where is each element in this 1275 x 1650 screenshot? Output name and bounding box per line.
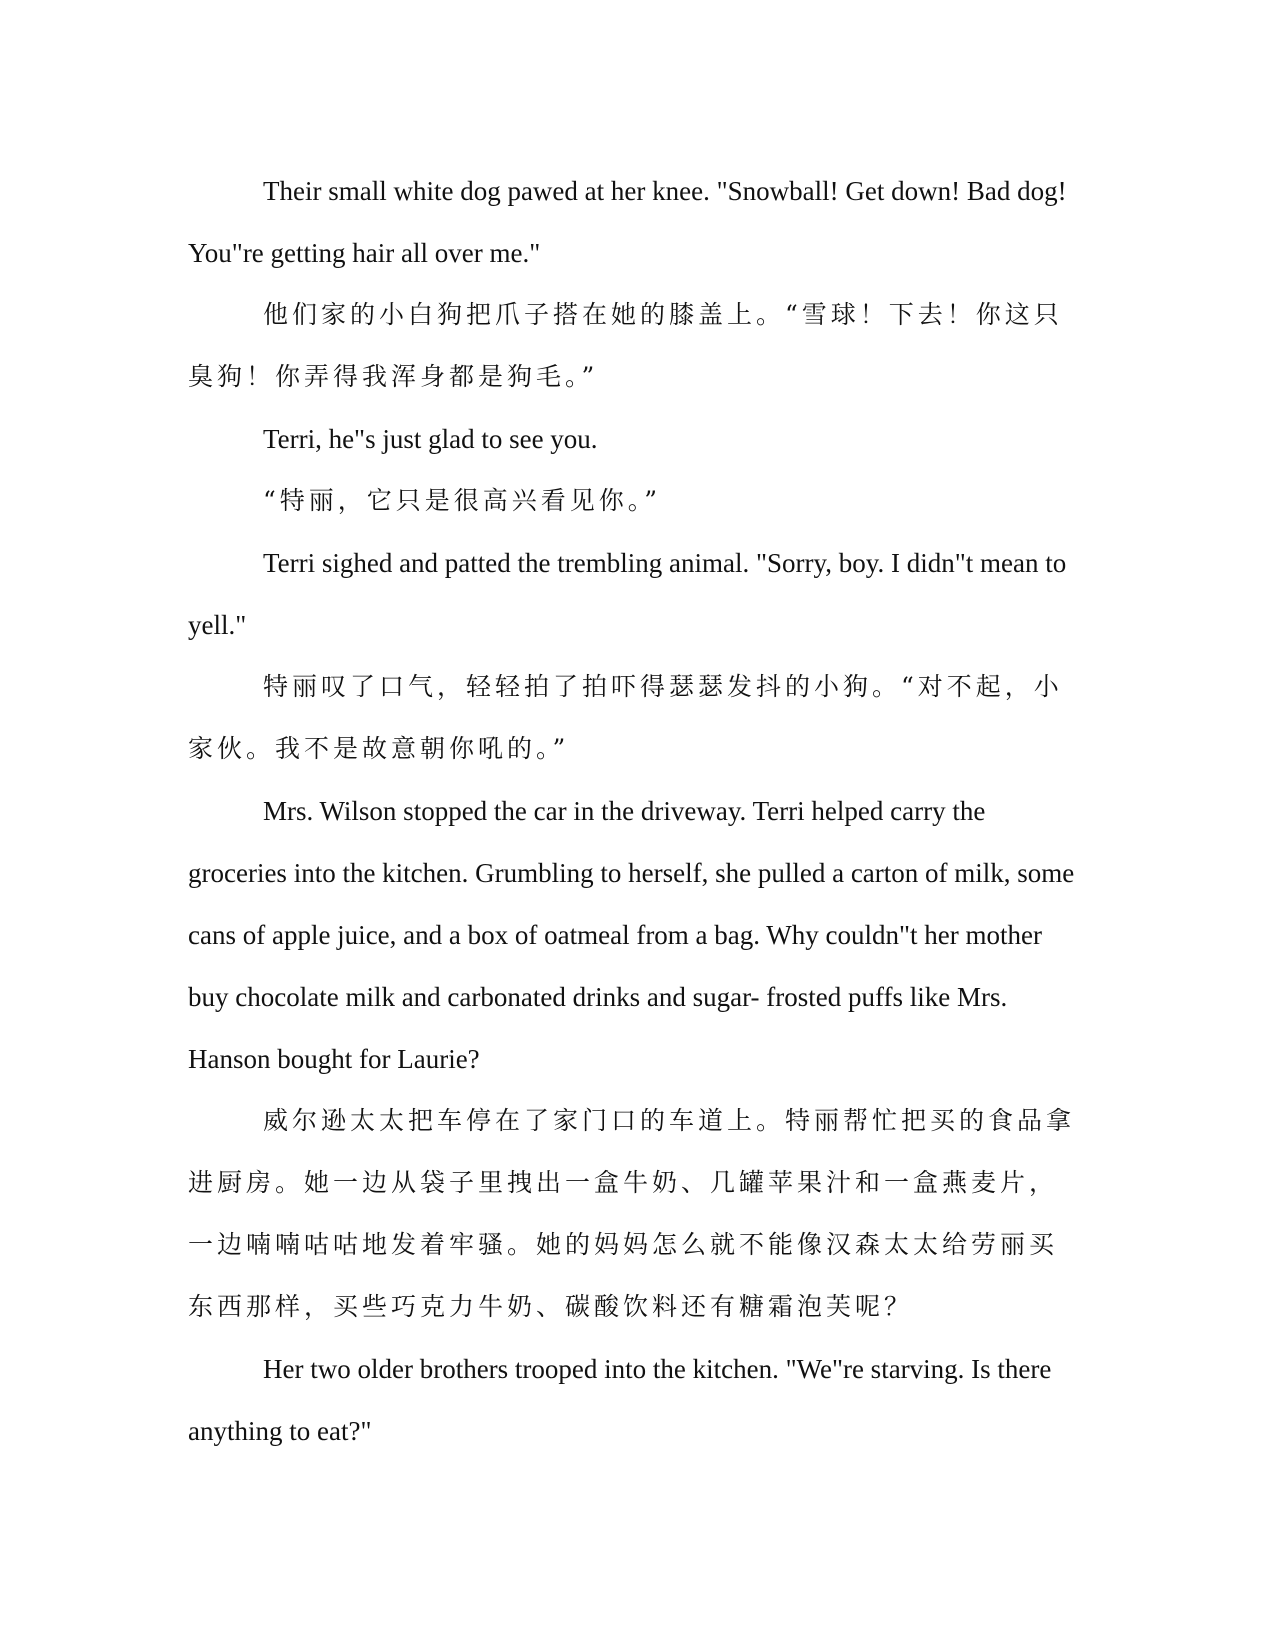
paragraph-zh-4: 威尔逊太太把车停在了家门口的车道上。特丽帮忙把买的食品拿进厨房。她一边从袋子里拽出一盒牛奶、几罐苹果汁和一盒燕麦片，一边喃喃咕咕地发着牢骚。她的妈妈怎么就不能像汉森太太给劳丽买东西那样，买些巧克力牛奶、碳酸饮料还有糖霜泡芙呢？ (188, 1106, 1076, 1321)
paragraph-en-1: Their small white dog pawed at her knee. "Snowball! Get down! Bad dog! You"re getting hair all over me." (188, 176, 1067, 268)
paragraph-en-5: Her two older brothers trooped into the kitchen. "We"re starving. Is there anything to eat?" (188, 1354, 1052, 1446)
paragraph-zh-3: 特丽叹了口气，轻轻拍了拍吓得瑟瑟发抖的小狗。“对不起，小家伙。我不是故意朝你吼的。” (188, 672, 1063, 763)
text-body (188, 160, 1078, 1462)
paragraph-en-3: Terri sighed and patted the trembling animal. "Sorry, boy. I didn"t mean to yell." (188, 548, 1067, 640)
paragraph-zh-2: “特丽，它只是很高兴看见你。” (263, 486, 662, 515)
paragraph-en-2: Terri, he"s just glad to see you. (263, 424, 598, 454)
paragraph-zh-1: 他们家的小白狗把爪子搭在她的膝盖上。“雪球！下去！你这只臭狗！你弄得我浑身都是狗毛。” (188, 300, 1063, 391)
paragraph-en-4: Mrs. Wilson stopped the car in the driveway. Terri helped carry the groceries into the kitchen. Grumbling to herself, she pulled a carton of milk, some cans of apple juice, and a box of oatmeal from a bag. Why couldn"t her mother buy chocolate milk and carbonated drinks and sugar- frosted puffs like Mrs. Hanson bought for Laurie? (188, 796, 1075, 1074)
